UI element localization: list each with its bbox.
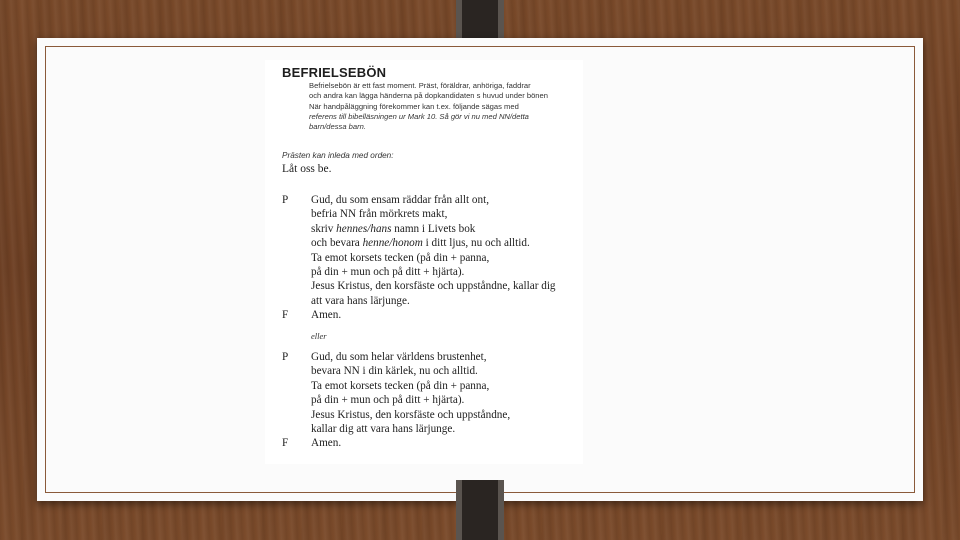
prayer-line-italic: hennes/hans xyxy=(336,222,392,235)
prayer-line-part: skriv xyxy=(311,222,337,235)
response-amen: Amen. xyxy=(311,309,342,322)
prayer-line: på din + mun och på ditt + hjärta). xyxy=(311,394,465,407)
intro-paragraph xyxy=(309,81,583,132)
prayer-line: Ta emot korsets tecken (på din + panna, xyxy=(311,379,490,392)
speaker-label: F xyxy=(282,309,289,322)
intro-line: När handpåläggning förekommer kan t.ex. följande sägas med xyxy=(309,101,519,111)
prayer-line-italic: henne/honom xyxy=(362,237,423,250)
speaker-label: F xyxy=(282,437,289,450)
prayer-line-part: och bevara xyxy=(311,237,363,250)
prayer-line: Jesus Kristus, den korsfäste och uppståndne, xyxy=(311,408,511,421)
intro-line: barn/dessa barn. xyxy=(309,122,366,132)
binder-strap-bottom xyxy=(456,480,504,540)
prayer-line xyxy=(311,222,475,236)
prayer-1 xyxy=(282,193,583,323)
intro-line: Befrielsebön är ett fast moment. Präst, föräldrar, anhöriga, faddrar xyxy=(309,81,531,90)
intro-line: och andra kan lägga händerna på dopkandidaten s huvud under bönen xyxy=(309,91,548,101)
document-title: BEFRIELSEBÖN xyxy=(282,65,387,80)
speaker-label: P xyxy=(282,351,289,363)
response-amen: Amen. xyxy=(311,437,342,450)
speaker-label: P xyxy=(282,194,289,206)
prayer-line: Gud, du som helar världens brustenhet, xyxy=(311,351,487,363)
lead-text: Prästen kan inleda med orden: xyxy=(282,151,394,160)
prayer-line: på din + mun och på ditt + hjärta). xyxy=(311,265,465,278)
prayer-line: bevara NN i din kärlek, nu och alltid. xyxy=(311,365,478,378)
prayer-2 xyxy=(282,350,583,451)
prayer-line-part: namn i Livets bok xyxy=(391,222,476,235)
opening-line: Låt oss be. xyxy=(282,163,332,175)
alternative-label: eller xyxy=(311,331,327,341)
prayer-line-part: i ditt ljus, nu och alltid. xyxy=(422,237,530,250)
prayer-line: Ta emot korsets tecken (på din + panna, xyxy=(311,251,490,264)
document-image xyxy=(265,60,583,464)
intro-line: referens till bibelläsningen ur Mark 10. Så gör vi nu med NN/detta xyxy=(309,111,529,121)
prayer-line xyxy=(311,236,530,250)
prayer-line: befria NN från mörkrets makt, xyxy=(311,208,448,221)
prayer-line: Gud, du som ensam räddar från allt ont, xyxy=(311,194,490,206)
prayer-line: Jesus Kristus, den korsfäste och uppståndne, kallar dig xyxy=(311,280,556,293)
prayer-line: kallar dig att vara hans lärjunge. xyxy=(311,422,456,435)
prayer-line: att vara hans lärjunge. xyxy=(311,294,410,307)
